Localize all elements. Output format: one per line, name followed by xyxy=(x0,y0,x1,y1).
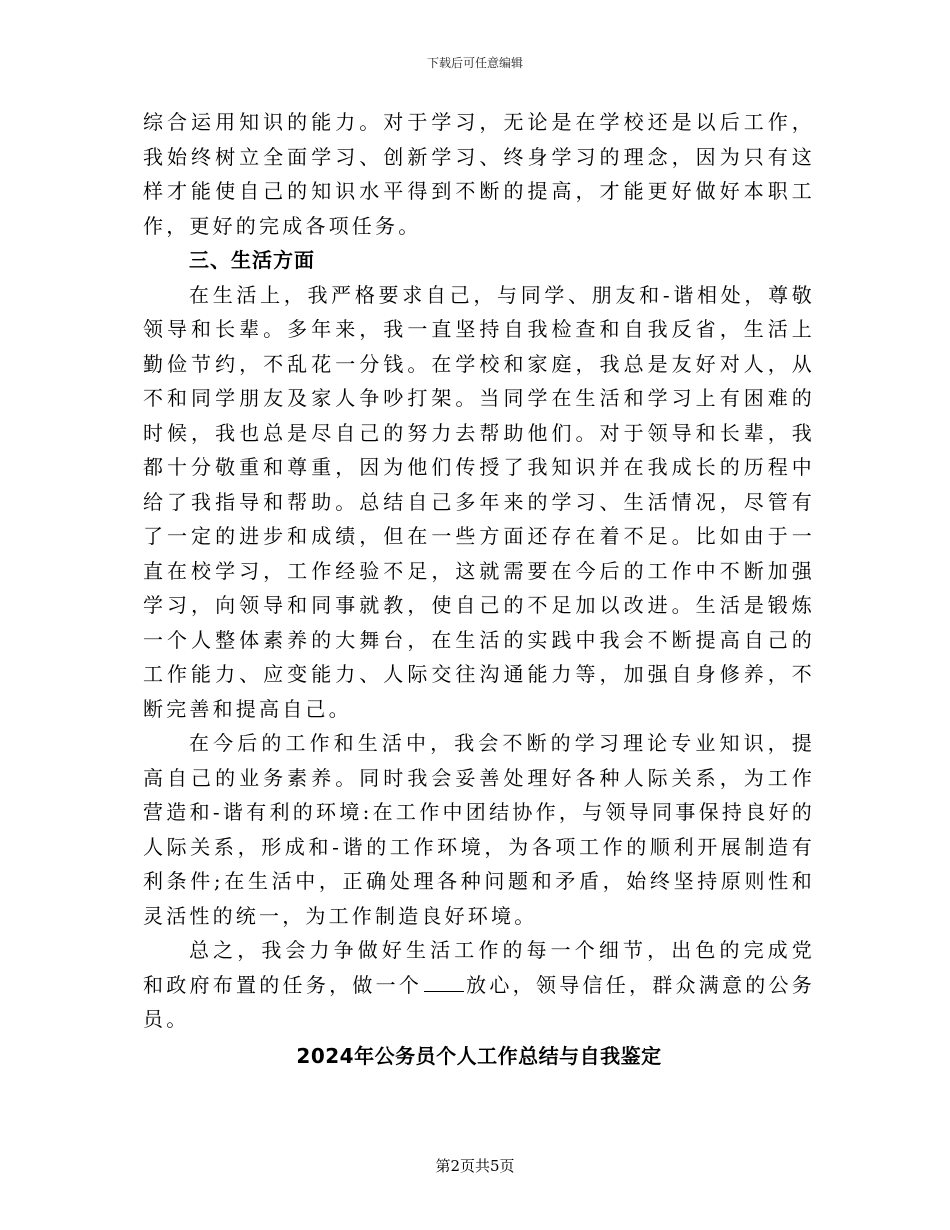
section-heading-life: 三、生活方面 xyxy=(189,248,315,272)
page-number: 第2页共5页 xyxy=(435,1157,515,1175)
conclusion-text-start: 总之，我会力争做好生活工作的每一个细节，出色的完成党和政府布置的任务，做一个 xyxy=(143,938,815,997)
fill-in-blank xyxy=(424,971,464,992)
header-note: 下载后可任意编辑 xyxy=(426,56,523,70)
paragraph-life: 在生活上，我严格要求自己，与同学、朋友和-谐相处，尊敬领导和长辈。多年来，我一直坚持自我检查和自我反省，生活上勤俭节约，不乱花一分钱。在学校和家庭，我总是友好对人，从不和同学朋友及家人争吵打架。当同学在生活和学习上有困难的时候，我也总是尽自己的努力去帮助他们。对于领导和长辈，我都十分敬重和尊重，因为他们传授了我知识并在我成长的历程中给了我指导和帮助。总结自己多年来的学习、生活情况，尽管有了一定的进步和成绩，但在一些方面还存在着不足。比如由于一直在校学习，工作经验不足，这就需要在今后的工作中不断加强学习，向领导和同事就教，使自己的不足加以改进。生活是锻炼一个人整体素养的大舞台，在生活的实践中我会不断提高自己的工作能力、应变能力、人际交往沟通能力等，加强自身修养，不断完善和提高自己。 xyxy=(143,282,815,721)
next-document-title: 2024年公务员个人工作总结与自我鉴定 xyxy=(296,1043,662,1068)
paragraph-conclusion xyxy=(143,933,815,1037)
paragraph-future: 在今后的工作和生活中，我会不断的学习理论专业知识，提高自己的业务素养。同时我会妥善处理好各种人际关系，为工作营造和-谐有利的环境:在工作中团结协作，与领导同事保持良好的人际关系，形成和-谐的工作环境，为各项工作的顺利开展制造有利条件;在生活中，正确处理各种问题和矛盾，始终坚持原则性和灵活性的统一，为工作制造良好环境。 xyxy=(143,731,815,928)
conclusion-text-end: 放心，领导信任，群众满意的公务员。 xyxy=(143,972,815,1031)
document-body xyxy=(143,105,815,1073)
paragraph-study-continued: 综合运用知识的能力。对于学习，无论是在学校还是以后工作，我始终树立全面学习、创新学习、终身学习的理念，因为只有这样才能使自己的知识水平得到不断的提高，才能更好做好本职工作，更好的完成各项任务。 xyxy=(143,110,815,238)
